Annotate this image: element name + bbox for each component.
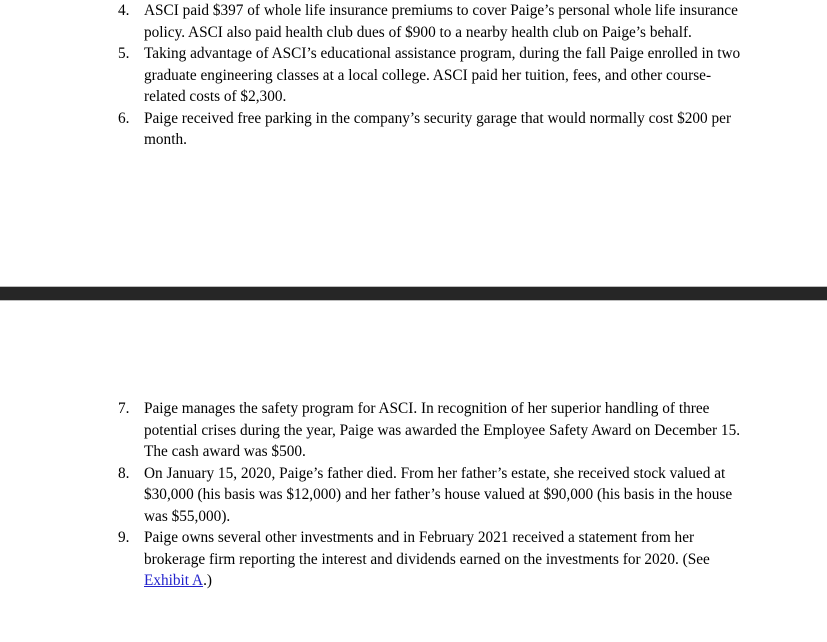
- item-number: 8.: [118, 464, 130, 482]
- exhibit-a-link[interactable]: Exhibit A: [144, 572, 204, 589]
- list-item-4: [0, 0, 827, 43]
- list-item-8: [0, 463, 827, 528]
- item-text-after-link: .): [203, 572, 212, 589]
- item-text: On January 15, 2020, Paige’s father died. From her father’s estate, she received stock valued at $30,000 (his basis was $12,000) and her father’s house valued at $90,000 (his basis in the house was $55,000).: [144, 464, 733, 525]
- item-number: 9.: [118, 529, 130, 546]
- list-item-6: [0, 108, 827, 151]
- item-number: 4.: [118, 2, 130, 19]
- page-divider: [0, 286, 827, 301]
- numbered-list-bottom: [0, 398, 827, 592]
- page-top: [0, 0, 827, 286]
- list-item-5: [0, 43, 827, 108]
- item-number: 6.: [118, 109, 130, 127]
- page-bottom: [0, 301, 827, 642]
- list-item-9: [0, 527, 827, 592]
- list-item-7: [0, 398, 827, 463]
- item-text-before-link: Paige owns several other investments and in February 2021 received a statement from her brokerage firm reporting the interest and dividends earned on the investments for 2020. (See: [144, 529, 710, 568]
- item-text: Taking advantage of ASCI’s educational assistance program, during the fall Paige enrolled in two graduate engineering classes at a local college. ASCI paid her tuition, fees, and other course-related costs of $2,300.: [144, 45, 741, 105]
- item-number: 7.: [118, 400, 130, 417]
- numbered-list-top: [0, 0, 827, 151]
- item-number: 5.: [118, 45, 130, 62]
- item-text: Paige received free parking in the company’s security garage that would normally cost $200 per month.: [144, 109, 732, 148]
- item-text: ASCI paid $397 of whole life insurance premiums to cover Paige’s personal whole life insurance policy. ASCI also paid health club dues of $900 to a nearby health club on Paige’s behalf.: [144, 2, 738, 41]
- item-text: Paige manages the safety program for ASCI. In recognition of her superior handling of three potential crises during the year, Paige was awarded the Employee Safety Award on December 15. The cash award was $500.: [144, 400, 741, 460]
